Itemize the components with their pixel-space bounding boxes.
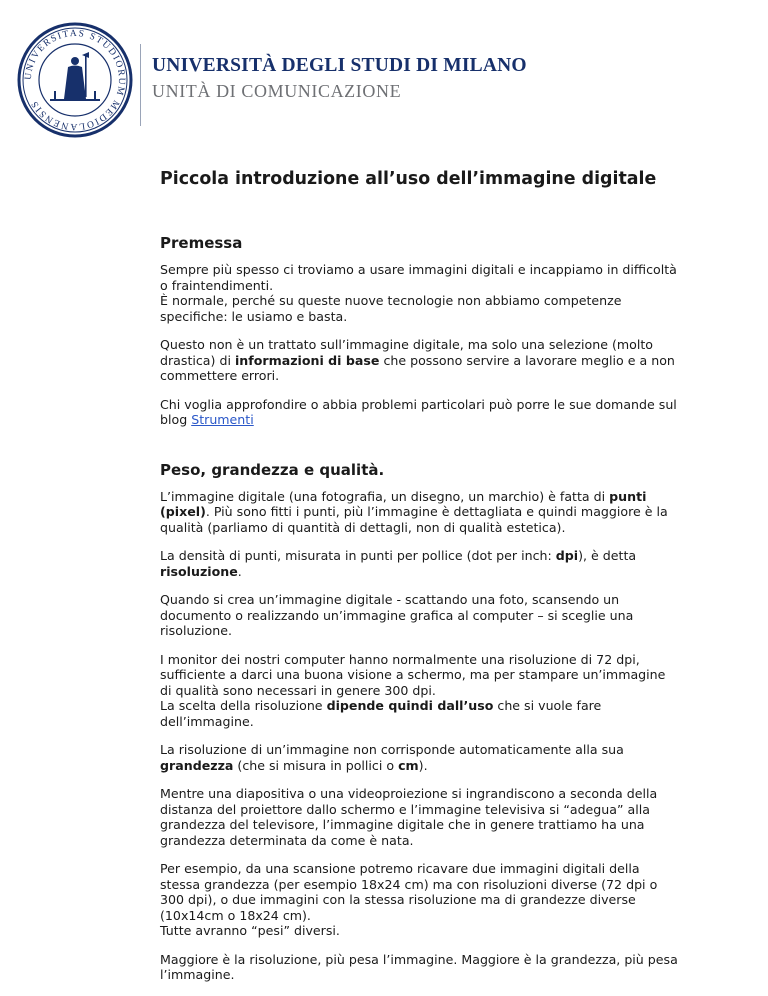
text-run: L’immagine digitale (una fotografia, un disegno, un marchio) è fatta di — [160, 488, 610, 504]
text-run: La densità di punti, misurata in punti per pollice (dot per inch: — [160, 548, 556, 563]
document-body — [160, 168, 680, 996]
text-run: ), è detta — [578, 548, 637, 563]
university-seal-icon — [16, 21, 134, 139]
paragraph-line: Per esempio, da una scansione potremo ricavare due immagini digitali della stessa grandezza (per esempio 18x24 cm) ma con risoluzioni diverse (72 dpi o 300 dpi), o due immagini con la stessa risoluzione ma di grandezze diverse (10x14cm o 18x24 cm). — [160, 861, 658, 923]
text-run: La scelta della risoluzione — [160, 698, 327, 713]
paragraph-line: Tutte avranno “pesi” diversi. — [160, 923, 340, 938]
text-run: Questo non è un trattato sull’immagine digitale, ma solo una selezione (molto drastica) di — [160, 337, 654, 368]
paragraph — [160, 397, 680, 428]
text-run: . — [237, 563, 242, 579]
text-run: (che si misura in pollici o — [233, 757, 399, 773]
paragraph-line: È normale, perché su queste nuove tecnologie non abbiamo competenze specifiche: le usiamo e basta. — [160, 293, 622, 324]
svg-text:UNIVERSITAS STUDIORUM MEDIOLAN: UNIVERSITAS STUDIORUM MEDIOLANENSIS — [23, 28, 127, 132]
section-heading-premessa: Premessa — [160, 234, 243, 252]
text-run: ). — [418, 757, 428, 773]
paragraph — [160, 861, 680, 939]
text-run: Chi voglia approfondire o abbia problemi particolari può porre le sue domande sul blog — [160, 396, 677, 427]
bold-text: punti (pixel) — [160, 488, 647, 519]
university-name: UNIVERSITÀ DEGLI STUDI DI MILANO — [152, 55, 527, 76]
bold-text: dpi — [555, 548, 579, 563]
paragraph: Quando si crea un’immagine digitale - scattando una foto, scansendo un documento o realizzando un’immagine grafica al computer – si sceglie una risoluzione. — [160, 592, 634, 638]
bold-text: cm — [398, 757, 419, 773]
paragraph — [160, 489, 680, 536]
bold-text: informazioni di base — [234, 352, 380, 368]
text-run: La risoluzione di un’immagine non corrisponde automaticamente alla sua — [160, 742, 624, 757]
paragraph — [160, 652, 680, 730]
text-run: . Più sono fitti i punti, più l’immagine è dettagliata e quindi maggiore è la qualità (parliamo di quantità di dettagli, non di qualità estetica). — [160, 504, 668, 535]
bold-text: grandezza — [160, 757, 234, 773]
unit-name: UNITÀ DI COMUNICAZIONE — [152, 81, 402, 101]
paragraph — [160, 262, 680, 324]
bold-text: dipende quindi dall’uso — [326, 698, 494, 713]
document-title: Piccola introduzione all’uso dell’immagine digitale — [160, 169, 657, 189]
text-run: che si vuole fare dell’immagine. — [160, 698, 602, 729]
paragraph — [160, 742, 680, 773]
bold-text: risoluzione — [160, 563, 238, 579]
page-header — [0, 0, 768, 150]
paragraph: Mentre una diapositiva o una videoproiezione si ingrandiscono a seconda della distanza del proiettore dallo schermo e l’immagine televisiva si “adegua” alla grandezza del televisore, l’immagine digitale che in genere trattiamo ha una grandezza determinata da come è nata. — [160, 786, 658, 848]
strumenti-blog-link[interactable]: Strumenti — [191, 412, 254, 427]
paragraph — [160, 337, 680, 384]
text-run: che possono servire a lavorare meglio e a non commettere errori. — [160, 352, 675, 383]
header-divider — [140, 44, 141, 126]
paragraph-line: I monitor dei nostri computer hanno normalmente una risoluzione di 72 dpi, sufficiente a darci una buona visione a schermo, ma per stampare un’immagine di qualità sono necessari in genere 300 dpi. — [160, 651, 666, 698]
section-heading-peso: Peso, grandezza e qualità. — [160, 460, 385, 479]
paragraph: Maggiore è la risoluzione, più pesa l’immagine. Maggiore è la grandezza, più pesa l’immagine. — [160, 951, 678, 982]
paragraph — [160, 548, 680, 579]
paragraph-line: Sempre più spesso ci troviamo a usare immagini digitali e incappiamo in difficoltà o fraintendimenti. — [160, 262, 677, 293]
